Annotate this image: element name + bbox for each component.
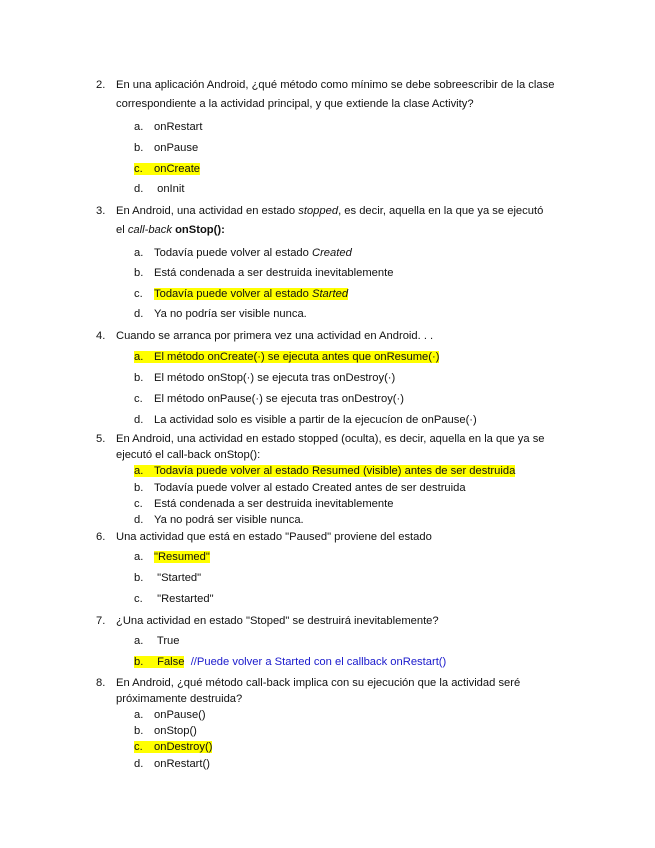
option-letter: c.: [134, 393, 143, 405]
emphasis-text: stopped: [298, 205, 339, 217]
question-text-line: correspondiente a la actividad principal, y que extiende la clase Activity?: [116, 98, 474, 110]
option-text: False: [154, 656, 185, 668]
option-5d: [134, 512, 304, 528]
question-7: [96, 612, 591, 631]
option-2c: [134, 161, 200, 177]
option-text: "Restarted": [154, 593, 214, 605]
option-3d: [134, 306, 307, 322]
option-text: "Resumed": [154, 551, 210, 563]
option-emphasis: Started: [311, 288, 349, 300]
option-text: onStop(): [154, 725, 197, 737]
option-text: Ya no podría ser visible nunca.: [154, 308, 307, 320]
option-2b: [134, 140, 198, 156]
question-3: [96, 202, 591, 240]
question-5: [96, 431, 591, 463]
option-letter: d.: [134, 414, 144, 426]
option-8d: [134, 756, 210, 772]
highlighted-answer: [134, 656, 184, 668]
option-6c: [134, 591, 214, 607]
option-4b: [134, 370, 395, 386]
question-4: [96, 327, 591, 346]
option-5b: [134, 480, 466, 496]
option-letter: c.: [134, 741, 143, 753]
option-text: Todavía puede volver al estado Created antes de ser destruida: [154, 482, 466, 494]
option-text: Está condenada a ser destruida inevitablemente: [154, 267, 394, 279]
highlighted-answer: [134, 465, 515, 477]
question-number: 3.: [96, 205, 106, 217]
question-8: [96, 675, 591, 707]
option-text: La actividad solo es visible a partir de la ejecucíon de onPause(·): [154, 414, 477, 426]
option-letter: c.: [134, 593, 143, 605]
option-text: El método onCreate(·) se ejecuta antes que onResume(·): [154, 351, 440, 363]
highlighted-answer: [154, 288, 348, 300]
option-7a: [134, 633, 180, 649]
option-text: onRestart: [154, 121, 203, 133]
option-3a: [134, 245, 352, 261]
option-letter: d.: [134, 308, 144, 320]
emphasis-text: call-back: [127, 224, 172, 236]
question-6: [96, 528, 591, 547]
question-text-line: ¿Una actividad en estado "Stoped" se destruirá inevitablemente?: [116, 615, 439, 627]
option-text: Todavía puede volver al estado: [154, 288, 312, 300]
option-text: onInit: [154, 183, 185, 195]
option-6a: [134, 549, 210, 565]
highlighted-answer: [134, 351, 439, 363]
question-text-line: En una aplicación Android, ¿qué método como mínimo se debe sobreescribir de la clase: [116, 79, 555, 91]
question-number: 4.: [96, 330, 106, 342]
option-letter: d.: [134, 758, 144, 770]
answer-note: //Puede volver a Started con el callback onRestart(): [190, 656, 447, 668]
option-8b: [134, 723, 197, 739]
question-text-line: ejecutó el call-back onStop():: [116, 449, 261, 461]
option-text: Ya no podrá ser visible nunca.: [154, 514, 304, 526]
option-letter: c.: [134, 498, 143, 510]
option-letter: d.: [134, 514, 144, 526]
option-text: onDestroy(): [154, 741, 213, 753]
option-2a: [134, 119, 203, 135]
question-number: 2.: [96, 79, 106, 91]
option-4d: [134, 412, 477, 428]
question-text-line: Cuando se arranca por primera vez una actividad en Android. . .: [116, 330, 434, 342]
option-letter: b.: [134, 482, 144, 494]
text-run: En Android, una actividad en estado: [116, 205, 299, 217]
option-8a: [134, 707, 206, 723]
question-text-line: En Android, una actividad en estado stopped (oculta), es decir, aquella en la que ya se: [116, 433, 545, 445]
option-letter: b.: [134, 725, 144, 737]
question-text-line: Una actividad que está en estado "Paused" proviene del estado: [116, 531, 432, 543]
question-text-line: próximamente destruida?: [116, 693, 243, 705]
option-letter: b.: [134, 656, 144, 668]
question-text-line: [116, 202, 591, 221]
option-text: True: [154, 635, 180, 647]
option-letter: b.: [134, 372, 144, 384]
option-text: Todavía puede volver al estado Resumed (visible) antes de ser destruida: [154, 465, 516, 477]
option-text: onRestart(): [154, 758, 210, 770]
option-letter: b.: [134, 142, 144, 154]
option-text: onCreate: [154, 163, 201, 175]
option-letter: a.: [134, 465, 144, 477]
option-letter: a.: [134, 709, 144, 721]
highlighted-answer: [134, 163, 200, 175]
question-number: 8.: [96, 677, 106, 689]
question-number: 5.: [96, 433, 106, 445]
highlighted-answer: [134, 741, 212, 753]
option-letter: b.: [134, 267, 144, 279]
option-letter: c.: [134, 288, 143, 300]
option-7b: [134, 654, 446, 670]
option-5c: [134, 496, 393, 512]
option-text: "Started": [154, 572, 202, 584]
option-2d: [134, 181, 184, 197]
option-letter: a.: [134, 635, 144, 647]
option-letter: d.: [134, 183, 144, 195]
option-4c: [134, 391, 404, 407]
question-2: [96, 76, 591, 114]
option-letter: a.: [134, 247, 144, 259]
text-run: , es decir, aquella en la que ya se ejecutó: [338, 205, 544, 217]
option-text: onPause: [154, 142, 199, 154]
option-letter: b.: [134, 572, 144, 584]
option-3c: [134, 286, 348, 302]
option-letter: a.: [134, 351, 144, 363]
option-emphasis: Created: [311, 247, 352, 259]
option-text: Está condenada a ser destruida inevitablemente: [154, 498, 394, 510]
option-letter: c.: [134, 163, 143, 175]
question-number: 6.: [96, 531, 106, 543]
text-run: el: [116, 224, 128, 236]
option-text: onPause(): [154, 709, 206, 721]
option-5a: [134, 463, 515, 479]
option-8c: [134, 739, 212, 755]
option-3b: [134, 265, 393, 281]
option-text: El método onPause(·) se ejecuta tras onDestroy(·): [154, 393, 404, 405]
question-text-line: En Android, ¿qué método call-back implica con su ejecución que la actividad seré: [116, 677, 521, 689]
option-4a: [134, 349, 439, 365]
question-text-line: [116, 221, 591, 240]
option-text: Todavía puede volver al estado: [154, 247, 312, 259]
question-number: 7.: [96, 615, 106, 627]
option-text: El método onStop(·) se ejecuta tras onDestroy(·): [154, 372, 396, 384]
option-letter: a.: [134, 121, 144, 133]
option-letter: a.: [134, 551, 144, 563]
strong-text: onStop():: [171, 224, 225, 236]
option-6b: [134, 570, 201, 586]
